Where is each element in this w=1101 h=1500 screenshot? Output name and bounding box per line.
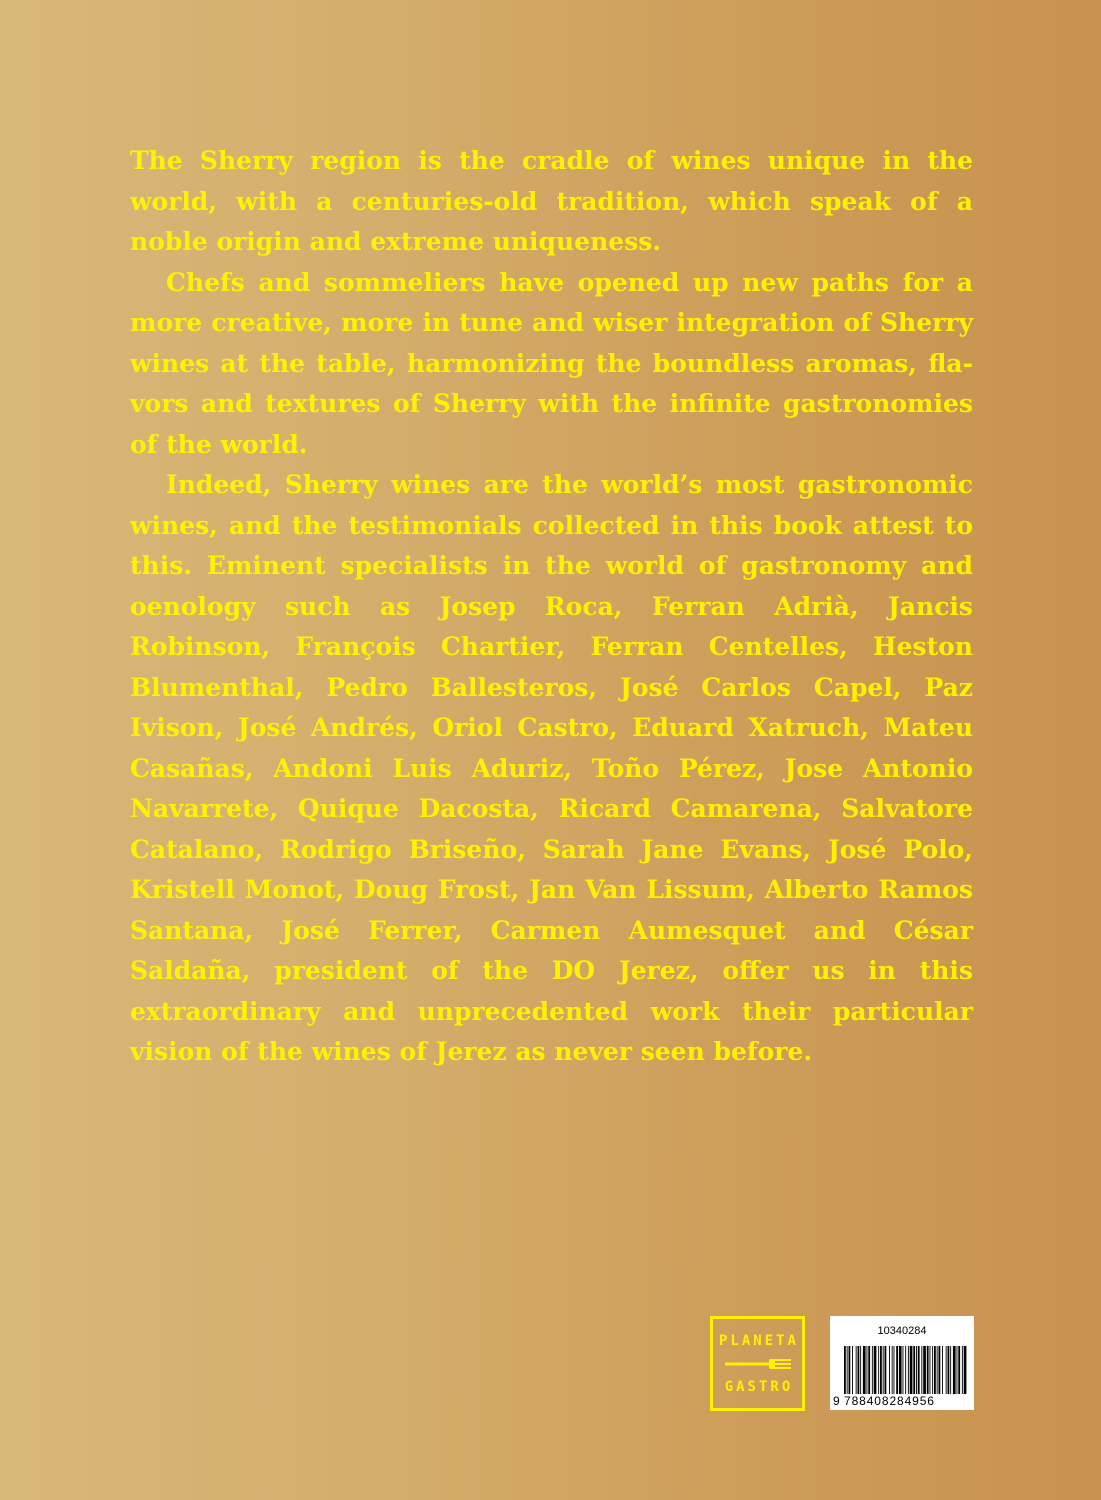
product-code: 10340284: [877, 1325, 927, 1337]
publisher-logo-top-text: PLANETA: [718, 1332, 799, 1349]
barcode-bar: [874, 1346, 877, 1394]
barcode-bar: [950, 1346, 951, 1394]
barcode-bar: [927, 1346, 929, 1394]
publisher-logo: [710, 1316, 805, 1411]
barcode-bar: [921, 1346, 922, 1394]
barcode-bar: [849, 1346, 851, 1394]
barcode-bar: [867, 1346, 868, 1394]
barcode-bar: [908, 1346, 909, 1394]
barcode-bars: [844, 1346, 968, 1394]
fork-icon: [725, 1356, 791, 1372]
barcode-bar: [903, 1346, 904, 1394]
barcode-bar: [939, 1346, 941, 1394]
barcode-bar: [958, 1346, 960, 1394]
publisher-logo-bottom-text: GASTRO: [724, 1378, 794, 1395]
barcode-bar: [932, 1346, 933, 1394]
barcode-bar: [896, 1346, 898, 1394]
barcode-bar: [964, 1346, 967, 1394]
barcode-bar: [847, 1346, 848, 1394]
barcode-bar: [880, 1346, 882, 1394]
barcode-bar: [899, 1346, 902, 1394]
barcode-bar: [892, 1346, 893, 1394]
barcode-bar: [918, 1346, 920, 1394]
barcode-bar: [913, 1346, 915, 1394]
barcode-bar: [889, 1346, 890, 1394]
barcode-bar: [937, 1346, 938, 1394]
barcode-bar: [910, 1346, 913, 1394]
barcode-bar: [844, 1346, 846, 1394]
barcode-bar: [878, 1346, 879, 1394]
barcode-bar: [923, 1346, 926, 1394]
barcode-bar: [883, 1346, 884, 1394]
isbn-lead-digit: 9: [833, 1394, 840, 1408]
barcode-bar: [858, 1346, 860, 1394]
barcode-bar: [860, 1346, 861, 1394]
barcode-bar: [953, 1346, 956, 1394]
back-cover-blurb: [130, 141, 973, 1073]
barcode-bar: [885, 1346, 887, 1394]
barcode-bar: [930, 1346, 931, 1394]
blurb-paragraph-2: Chefs and sommeliers have opened up new paths for a more creative, more in tune and wiser integration of Sherry wines at the table, harmonizing the boundless aromas, flavors and textures of Sherry with the infinite gastronomies of the world.: [130, 267, 973, 459]
barcode-bar: [868, 1346, 870, 1394]
barcode-bar: [916, 1346, 917, 1394]
barcode-bar: [942, 1346, 943, 1394]
barcode-bar: [934, 1346, 936, 1394]
barcode-bar: [905, 1346, 906, 1394]
barcode-bar: [946, 1346, 947, 1394]
blurb-paragraph-3: Indeed, Sherry wines are the world’s most gastronomic wines, and the testimonials collected in this book attest to this. Eminent specialists in the world of gastronomy and oenology such as Josep Roca, Ferran Adrià, Jancis Robinson, François Chartier, Ferran Centelles, Heston Blumenthal, Pedro Ballesteros, José Carlos Capel, Paz Ivison, José Andrés, Oriol Castro, Eduard Xatruch, Mateu Casañas, Andoni Luis Aduriz, Toño Pérez, Jose Antonio Navarrete, Quique Dacosta, Ricard Camarena, Salvatore Catalano, Rodrigo Briseño, Sarah Jane Evans, José Polo, Kristell Monot, Doug Frost, Jan Van Lissum, Alberto Ramos Santana, José Ferrer, Carmen Aumesquet and César Saldaña, president of the DO Jerez, offer us in this extraordinary and unprecedented work their particular vision of the wines of Jerez as never seen before.: [130, 470, 973, 1066]
barcode-bar: [856, 1346, 857, 1394]
isbn-digits: 788408284956: [844, 1394, 935, 1408]
barcode-bar: [948, 1346, 950, 1394]
barcode-bar: [894, 1346, 895, 1394]
barcode-bar: [852, 1346, 853, 1394]
barcode-bar: [957, 1346, 958, 1394]
barcode-bar: [872, 1346, 873, 1394]
isbn-barcode: [830, 1316, 974, 1410]
barcode-bar: [962, 1346, 963, 1394]
barcode-bar: [863, 1346, 866, 1394]
blurb-paragraph-1: The Sherry region is the cradle of wines unique in the world, with a centuries-old tradition, which speak of a noble origin and extreme uniqueness.: [130, 146, 973, 256]
